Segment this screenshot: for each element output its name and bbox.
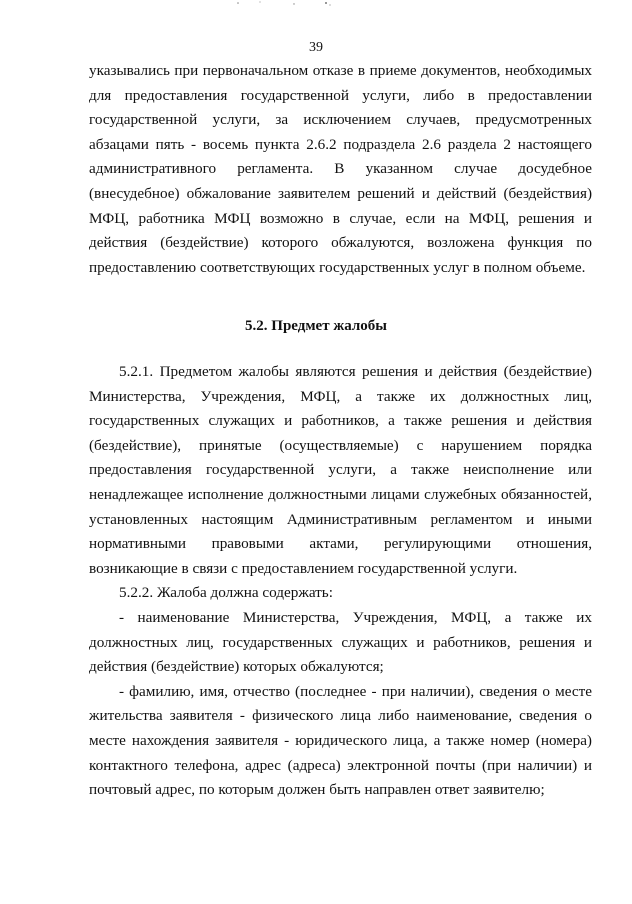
list-item-organization: - наименование Министерства, Учреждения, МФЦ, а также их должностных лиц, государственных служащих и работников, решения и действия (бездействие) которых обжалуются; — [89, 608, 592, 676]
section-body — [89, 360, 592, 803]
scan-artifact — [230, 0, 350, 8]
list-item-applicant-details: - фамилию, имя, отчество (последнее - при наличии), сведения о месте жительства заявителя - физического лица либо наименование, сведения о месте нахождения заявителя - юридического лица, а также номер (номера) контактного телефона, адрес (адреса) электронной почты (при наличии) и почтовый адрес, по которым должен быть направлен ответ заявителю; — [89, 682, 592, 799]
intro-text-block — [89, 59, 592, 280]
paragraph-5-2-1: 5.2.1. Предметом жалобы являются решения и действия (бездействие) Министерства, Учреждения, МФЦ, а также их должностных лиц, государственных служащих и работников, а также решения и действия (бездействие), принятые (осуществляемые) с нарушением порядка предоставления государственной услуги, а также неисполнение или ненадлежащее исполнение должностными лицами служебных обязанностей, установленных настоящим Административным регламентом и иными нормативными правовыми актами, регулирующими отношения, возникающие в связи с предоставлением государственной услуги. — [89, 363, 592, 577]
page-number: 39 — [309, 40, 323, 55]
section-heading: 5.2. Предмет жалобы — [245, 318, 387, 334]
intro-paragraph: указывались при первоначальном отказе в приеме документов, необходимых для предоставления государственной услуги, либо в предоставлении государственной услуги, за исключением случаев, предусмотренных абзацами пять - восемь пункта 2.6.2 подраздела 2.6 раздела 2 настоящего административного регламента. В указанном случае досудебное (внесудебное) обжалование заявителем решений и действий (бездействия) МФЦ, работника МФЦ возможно в случае, если на МФЦ, решения и действия (бездействие) которого обжалуются, возложена функция по предоставлению соответствующих государственных услуг в полном объеме. — [89, 62, 592, 276]
paragraph-5-2-2: 5.2.2. Жалоба должна содержать: — [119, 584, 333, 602]
